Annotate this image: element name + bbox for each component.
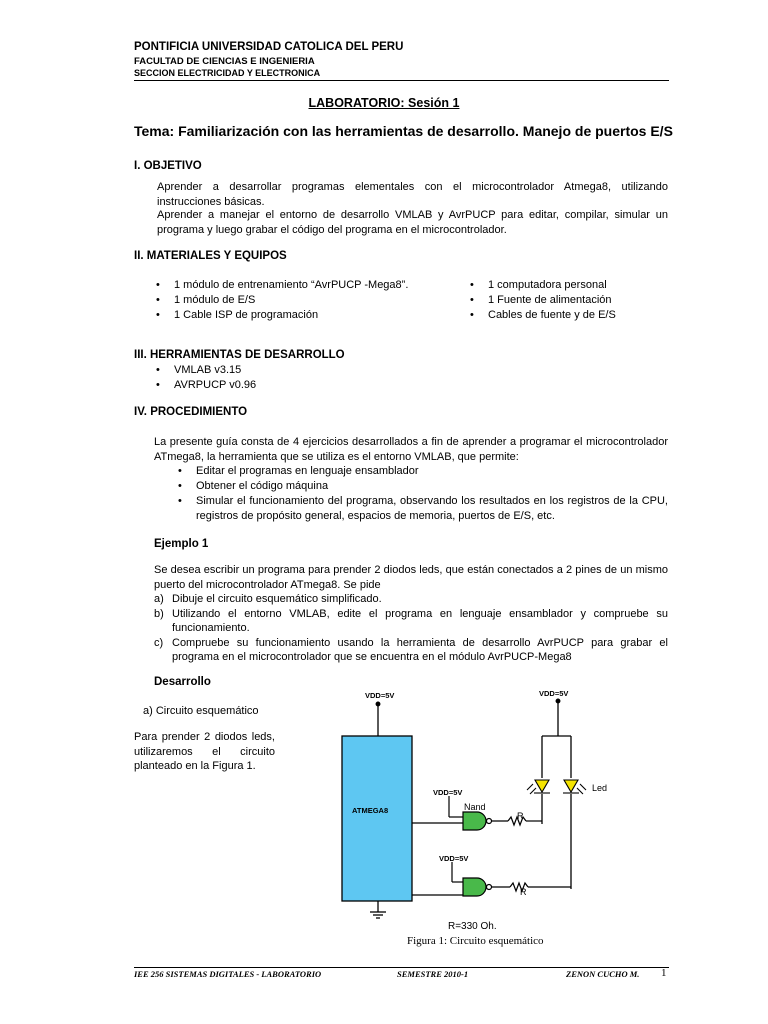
ground-symbol	[370, 901, 386, 918]
atmega8-chip	[342, 736, 412, 901]
header-rule	[134, 80, 669, 81]
list-text: Compruebe su funcionamiento usando la herramienta de desarrollo AvrPUCP para grabar el programa en el microcontrolador que se encuentra en el módulo AvrPUCP-Mega8	[172, 636, 668, 663]
header-section: SECCION ELECTRICIDAD Y ELECTRONICA	[134, 68, 321, 78]
herramientas-heading: III. HERRAMIENTAS DE DESARROLLO	[134, 349, 345, 361]
ejemplo-list	[154, 592, 668, 665]
ejemplo-heading: Ejemplo 1	[154, 538, 209, 550]
vdd-gate1-label: VDD=5V	[433, 788, 463, 797]
header-university: PONTIFICIA UNIVERSIDAD CATOLICA DEL PERU	[134, 41, 404, 53]
footer-course: IEE 256 SISTEMAS DIGITALES - LABORATORIO	[134, 969, 322, 979]
list-item: • Editar el programas en lenguaje ensamblador	[176, 464, 668, 479]
atmega8-chip-label: ATMEGA8	[352, 806, 389, 815]
footer-author: ZENON CUCHO M.	[566, 969, 640, 979]
footer-semester: SEMESTRE 2010-1	[397, 969, 469, 979]
lab-title	[0, 96, 768, 110]
mcu-supply	[376, 702, 380, 736]
list-item	[154, 592, 668, 607]
tema-label: Tema:	[134, 123, 175, 139]
page-number: 1	[661, 967, 667, 979]
resistor1-label: R	[517, 811, 524, 821]
led-branch	[542, 699, 571, 889]
list-item: • Obtener el código máquina	[176, 479, 668, 494]
circuit-schematic	[330, 684, 630, 934]
tema-text: Familiarización con las herramientas de desarrollo. Manejo de puertos E/S	[178, 123, 673, 139]
led-label: Led	[592, 783, 608, 793]
objetivo-p1: Aprender a desarrollar programas elementales con el microcontrolador Atmega8, utilizando instrucciones básicas.	[157, 181, 668, 208]
vdd-mcu-label: VDD=5V	[365, 691, 395, 700]
resistor2-label: R	[520, 887, 527, 897]
objetivo-heading: I. OBJETIVO	[134, 160, 202, 172]
figure-caption: Figura 1: Circuito esquemático	[407, 935, 544, 947]
objetivo-p2: Aprender a manejar el entorno de desarrollo VMLAB y AvrPUCP para editar, compilar, simular un programa y luego grabar el código del programa en el microcontrolador.	[157, 209, 668, 236]
ejemplo-intro: Se desea escribir un programa para prender 2 diodos leds, que están conectados a 2 pines de un mismo puerto del microcontrolador ATmega8. Se pide	[154, 564, 668, 591]
vdd-gate2-label: VDD=5V	[439, 854, 469, 863]
materiales-left-list	[154, 278, 454, 323]
list-item: • 1 módulo de E/S	[154, 293, 454, 308]
materiales-right-list	[468, 278, 668, 323]
list-marker: c)	[154, 636, 164, 649]
list-item: • AVRPUCP v0.96	[154, 378, 454, 393]
procedimiento-heading: IV. PROCEDIMIENTO	[134, 406, 248, 418]
vdd-led-label: VDD=5V	[539, 689, 569, 698]
list-item	[154, 636, 668, 665]
tema	[134, 123, 673, 139]
list-marker: b)	[154, 607, 164, 620]
procedimiento-list	[176, 464, 668, 524]
list-item: • VMLAB v3.15	[154, 363, 454, 378]
list-text: Dibuje el circuito esquemático simplificado.	[172, 593, 382, 605]
led-1	[527, 780, 550, 794]
herramientas-list	[154, 363, 454, 393]
list-item: • 1 módulo de entrenamiento “AvrPUCP -Mega8”.	[154, 278, 454, 293]
list-item: • 1 Cable ISP de programación	[154, 308, 454, 323]
list-item: • 1 Fuente de alimentación	[468, 293, 668, 308]
r-value-label: R=330 Oh.	[448, 921, 497, 932]
desarrollo-heading: Desarrollo	[154, 676, 211, 688]
list-item: • Simular el funcionamiento del programa, observando los resultados en los registros de la CPU, registros de propósito general, espacios de memoria, puertos de E/S, etc.	[176, 494, 668, 524]
list-item: • 1 computadora personal	[468, 278, 668, 293]
list-text: Utilizando el entorno VMLAB, edite el programa en lenguaje ensamblador y compruebe su funcionamiento.	[172, 607, 668, 634]
list-marker: a)	[154, 593, 164, 605]
nand-gate-2	[412, 862, 571, 896]
procedimiento-intro: La presente guía consta de 4 ejercicios desarrollados a fin de aprender a programar el microcontrolador ATmega8, la herramienta que se utiliza es el entorno VMLAB, que permite:	[154, 436, 668, 463]
header-faculty: FACULTAD DE CIENCIAS E INGENIERIA	[134, 56, 315, 67]
materiales-heading: II. MATERIALES Y EQUIPOS	[134, 250, 287, 262]
desarrollo-text: Para prender 2 diodos leds, utilizaremos el circuito planteado en la Figura 1.	[134, 731, 275, 772]
footer-rule	[134, 967, 669, 968]
led-2	[563, 780, 586, 794]
lab-title-text: LABORATORIO: Sesión 1	[308, 96, 460, 110]
nand-label: Nand	[464, 802, 486, 812]
desarrollo-sub: a) Circuito esquemático	[143, 705, 259, 717]
list-item	[154, 607, 668, 636]
list-item: • Cables de fuente y de E/S	[468, 308, 668, 323]
